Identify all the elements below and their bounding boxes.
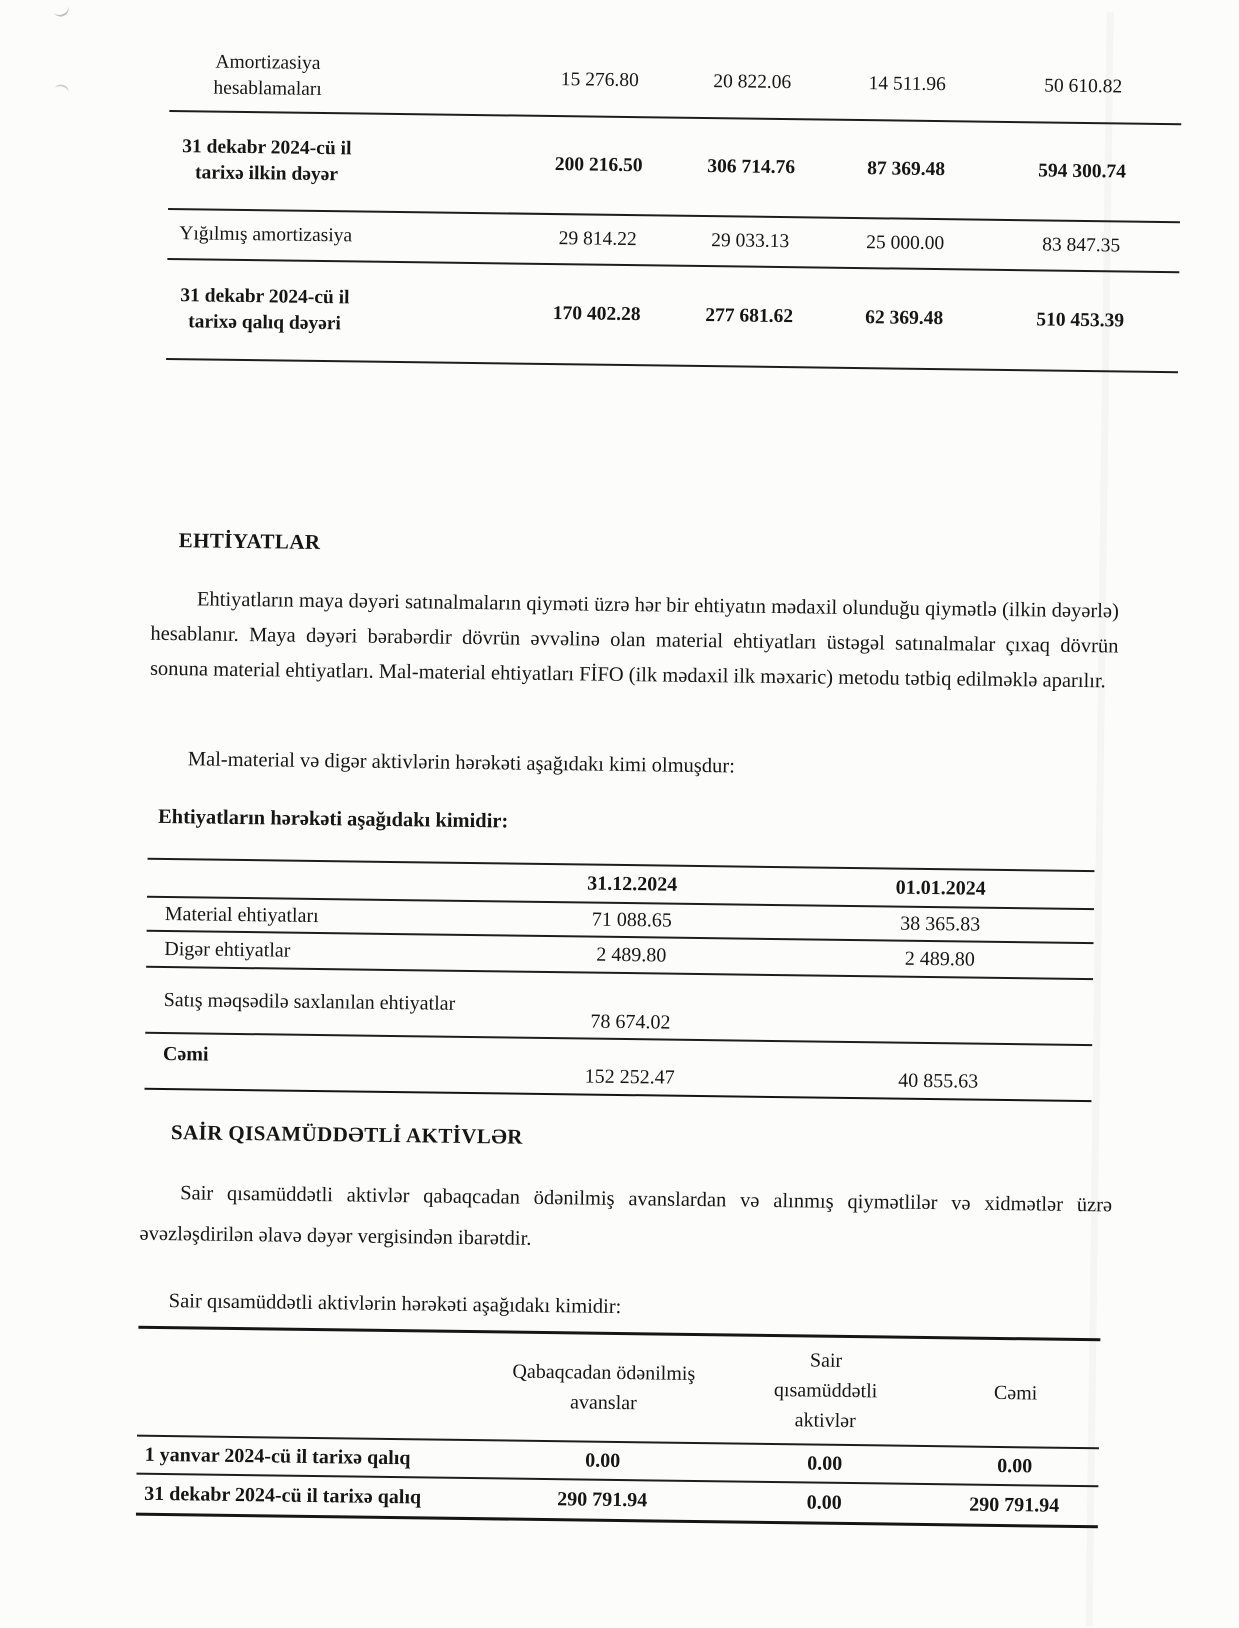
reserves-paragraph: Ehtiyatların maya dəyəri satınalmaların qiyməti üzrə hər bir ehtiyatın mədaxil olunduğu qiymətlə (ilkin dəyərlə) hesablanır. Maya dəyəri bərabərdir dövrün əvvəlinə olan material ehtiyatları üstəgəl satınalmalar çıxaq dövrün sonuna material ehtiyatları. Mal-material ehtiyatları FİFO (ilk mədaxil ilk məxaric) metodu tətbiq edilməklə aparılır.: [149, 588, 1120, 693]
cell-value: 510 453.39: [1036, 309, 1125, 332]
other-assets-table-title: Sair qısamüddətli aktivlərin hərəkəti aşağıdakı kimidir:: [168, 1290, 622, 1319]
cell-value: 594 300.74: [1038, 160, 1127, 183]
cell-value: 152 252.47: [584, 1065, 675, 1089]
cell-value: 290 791.94: [557, 1487, 648, 1511]
amortization-table: [166, 40, 1182, 373]
reserves-table-title: Ehtiyatların hərəkəti aşağıdakı kimidir:: [157, 805, 509, 833]
cell-value: 15 276.80: [560, 69, 639, 92]
column-header: Cəmi: [993, 1381, 1038, 1405]
cell-value: 0.00: [807, 1451, 843, 1475]
cell-value: 50 610.82: [1044, 75, 1123, 98]
row-label: Amortizasiya hesablamaları: [213, 51, 322, 100]
section-heading-reserves: EHTİYATLAR: [178, 528, 321, 555]
table-row: [166, 260, 1179, 373]
table-total-row: [145, 1034, 1093, 1102]
reserves-paragraph-2: Mal-material və digər aktivlərin hərəkəti aşağıdakı kimi olmuşdur:: [187, 748, 736, 778]
cell-value: 40 855.63: [898, 1069, 979, 1093]
cell-value: 62 369.48: [865, 307, 944, 330]
row-label: 31 dekabr 2024-cü il tarixə qalıq dəyəri: [180, 285, 350, 335]
cell-value: 78 674.02: [590, 1010, 671, 1034]
total-label: Cəmi: [162, 1042, 209, 1066]
cell-value: 0.00: [806, 1490, 842, 1514]
column-header: 01.01.2024: [895, 876, 986, 900]
cell-value: 38 365.83: [900, 912, 981, 936]
column-header: 31.12.2024: [587, 872, 678, 896]
header-empty: [147, 878, 477, 882]
row-label: 31 dekabr 2024-cü il tarixə qalıq: [144, 1482, 422, 1509]
cell-value: 20 822.06: [713, 71, 792, 94]
cell-value: 306 714.76: [707, 156, 796, 179]
scan-mark: [53, 83, 70, 98]
row-label: Digər ehtiyatlar: [164, 938, 291, 962]
cell-value: 0.00: [997, 1454, 1033, 1477]
cell-value: 29 814.22: [558, 228, 637, 251]
cell-value: 25 000.00: [866, 232, 945, 255]
cell-value: 2 489.80: [596, 943, 667, 967]
table-row: [145, 968, 1093, 1046]
cell-value: 170 402.28: [552, 303, 641, 326]
scan-mark: [50, 0, 71, 19]
row-label: Yığılmış amortizasiya: [179, 223, 353, 247]
row-label: 1 yanvar 2024-cü il tarixə qalıq: [144, 1443, 411, 1470]
other-assets-table: [136, 1326, 1100, 1529]
other-assets-paragraph: Sair qısamüddətli aktivlər qabaqcadan ödənilmiş avanslardan və alınmış qiymətlilər və xidmətlər üzrə əvəzləşdirilən əlavə dəyər vergisindən ibarətdir.: [139, 1182, 1113, 1250]
cell-value: 14 511.96: [868, 73, 947, 96]
cell-value: 200 216.50: [554, 154, 643, 177]
cell-value: 71 088.65: [591, 908, 672, 932]
cell-value: 290 791.94: [969, 1493, 1060, 1517]
column-header: Qabaqcadan ödənilmiş avanslar: [512, 1360, 696, 1415]
cell-value: 277 681.62: [705, 305, 794, 328]
section-heading-other-assets: SAİR QISAMÜDDƏTLİ AKTİVLƏR: [170, 1120, 523, 1149]
reserves-table: [145, 858, 1095, 1102]
row-label: 31 dekabr 2024-cü il tarixə ilkin dəyər: [182, 136, 352, 186]
header-empty: [138, 1382, 488, 1387]
table-row: [169, 40, 1182, 125]
cell-value: 87 369.48: [867, 158, 946, 181]
cell-value: 83 847.35: [1042, 234, 1121, 257]
cell-value: 0.00: [585, 1449, 621, 1472]
table-row: [168, 112, 1181, 223]
column-header: Sair qısamüddətli aktivlər: [773, 1349, 878, 1433]
cell-value: 2 489.80: [904, 947, 975, 971]
table-header-row: [137, 1329, 1100, 1450]
row-label: Satış məqsədilə saxlanılan ehtiyatlar: [163, 988, 456, 1015]
cell-value: 29 033.13: [711, 230, 790, 253]
row-label: Material ehtiyatları: [164, 903, 319, 928]
